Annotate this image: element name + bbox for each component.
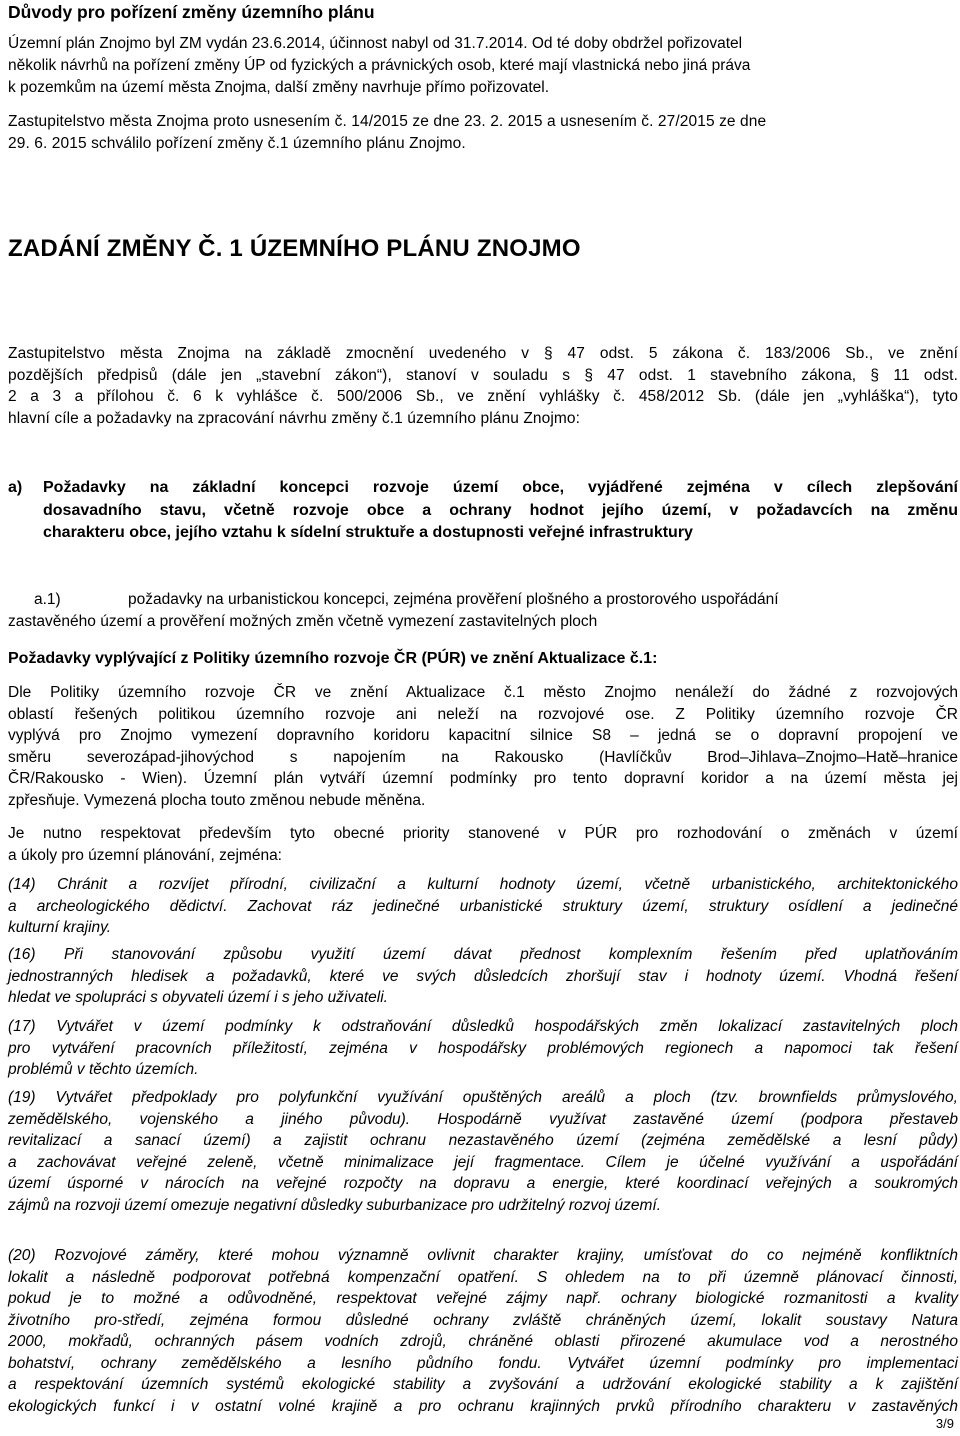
- priority-20: [8, 1245, 958, 1417]
- pur-line: vyplývá pro Znojmo vymezení dopravního koridoru kapacitní silnice S8 – jedná se o dopravní propojení ve: [8, 727, 958, 744]
- legal-line: 2 a 3 a přílohou č. 6 k vyhlášce č. 500/2006 Sb., ve znění vyhlášky č. 458/2012 Sb. (dále jen „vyhláška“), tyto: [8, 388, 958, 405]
- priority-line: (16) Při stanovování způsobu využití území dávat přednost komplexním řešením před uplatňováním: [8, 946, 958, 963]
- priority-line: (14) Chránit a rozvíjet přírodní, civilizační a kulturní hodnoty území, včetně urbanistického, architektonického: [8, 876, 958, 893]
- point-a1-line: požadavky na urbanistickou koncepci, zejména prověření plošného a prostorového uspořádání: [128, 591, 779, 608]
- priority-line: zájmů na rozvoji území omezuje negativní důsledky suburbanizace pro udržitelný rozvoj území.: [8, 1196, 662, 1214]
- priority-line: (17) Vytvářet v území podmínky k odstraňování důsledků hospodářských změn lokalizací zastavitelných ploch: [8, 1018, 958, 1035]
- point-a1-number: a.1): [34, 591, 61, 608]
- document-title: ZADÁNÍ ZMĚNY Č. 1 ÚZEMNÍHO PLÁNU ZNOJMO: [8, 235, 581, 262]
- priority-line: a respektování územních systémů ekologické stability a zvyšování a udržování ekologické stability a k zajištění: [8, 1376, 958, 1393]
- point-a-text: [43, 477, 958, 545]
- intro-line: Územní plán Znojmo byl ZM vydán 23.6.2014, účinnost nabyl od 31.7.2014. Od té doby obdržel pořizovatel: [8, 35, 743, 52]
- priority-14: [8, 874, 958, 939]
- pur-line: oblastí řešených politikou územního rozvoje ani neleží na rozvojové ose. Z Politiky územního rozvoje ČR: [8, 705, 958, 723]
- pur-paragraph: [8, 682, 958, 811]
- priority-19: [8, 1087, 958, 1216]
- intro-line: k pozemkům na území města Znojma, další změny navrhuje přímo pořizovatel.: [8, 79, 550, 96]
- priority-line: ekologických funkcí i v ostatní volné krajině a pro ochranu krajinných prvků přírodního charakteru v zastavěných: [8, 1397, 958, 1415]
- resolution-line: 29. 6. 2015 schválilo pořízení změny č.1 územního plánu Znojmo.: [8, 135, 466, 152]
- point-a1: [8, 589, 958, 633]
- priorities-intro-line: a úkoly pro územní plánování, zejména:: [8, 846, 282, 864]
- pur-line: Dle Politiky územního rozvoje ČR ve znění Aktualizace č.1 město Znojmo nenáleží do žádné z rozvojových: [8, 684, 958, 701]
- priority-line: (19) Vytvářet předpoklady pro polyfunkční využívání opuštěných areálů a ploch (tzv. brownfields průmyslového,: [8, 1089, 958, 1106]
- pur-line: zpřesňuje. Vymezená plocha touto změnou nebude měněna.: [8, 791, 426, 809]
- legal-line: pozdějších předpisů (dále jen „stavební zákon“), stanoví v souladu s § 47 odst. 1 stavebního zákona, § 11 odst.: [8, 366, 958, 384]
- priority-line: pro vytváření pracovních příležitostí, zejména v hospodářsky problémových regionech a napomoci tak řešení: [8, 1039, 958, 1057]
- priority-line: hledat ve spolupráci s obyvateli území i s jeho uživateli.: [8, 989, 388, 1006]
- point-a-line: dosavadního stavu, včetně rozvoje obce a ochrany hodnot jejího území, v požadavcích na změnu: [43, 501, 958, 519]
- priorities-intro: [8, 823, 958, 866]
- point-a-marker: a): [8, 479, 23, 496]
- point-a-line: Požadavky na základní koncepci rozvoje území obce, vyjádřené zejména v cílech zlepšování: [43, 479, 958, 496]
- point-a1-first-line: [8, 589, 958, 611]
- priority-line: a zachovávat veřejné zeleně, včetně minimalizace její fragmentace. Cílem je účelné využívání a uspořádání: [8, 1153, 958, 1171]
- priority-17: [8, 1016, 958, 1081]
- pur-line: směru severozápad-jihovýchod s napojením na Rakousko (Havlíčkův Brod–Jihlava–Znojmo–Hatě–hranice: [8, 748, 958, 766]
- priority-line: zemědělského, vojenského a jiného původu). Hospodárně využívat zastavěné území (podpora přestaveb: [8, 1110, 958, 1128]
- pur-heading: Požadavky vyplývající z Politiky územního rozvoje ČR (PÚR) ve znění Aktualizace č.1:: [8, 650, 658, 667]
- priority-16: [8, 944, 958, 1009]
- priority-line: životního pro-středí, zejména formou důsledné ochrany zvláště chráněných území, lokalit soustavy Natura: [8, 1311, 958, 1329]
- priorities-intro-line: Je nutno respektovat především tyto obecné priority stanovené v PÚR pro rozhodování o změnách v území: [8, 825, 958, 842]
- section-heading: Důvody pro pořízení změny územního plánu: [8, 2, 375, 22]
- legal-line: Zastupitelstvo města Znojma na základě zmocnění uvedeného v § 47 odst. 5 zákona č. 183/2006 Sb., ve znění: [8, 345, 958, 362]
- priority-line: kulturní krajiny.: [8, 919, 112, 936]
- point-a1-line: zastavěného území a prověření možných změn včetně vymezení zastavitelných ploch: [8, 613, 598, 630]
- priority-line: lokalit a následně podporovat potřebná kompenzační opatření. S ohledem na to při územně plánovací činnosti,: [8, 1268, 958, 1286]
- priority-line: problémů v těchto územích.: [8, 1061, 199, 1078]
- priority-line: a archeologického dědictví. Zachovat ráz jedinečné urbanistické struktury území, struktury osídlení a jedinečné: [8, 897, 958, 915]
- resolution-paragraph: [8, 111, 958, 155]
- legal-line: hlavní cíle a požadavky na zpracování návrhu změny č.1 územního plánu Znojmo:: [8, 409, 581, 427]
- priority-line: jednostranných hledisek a požadavků, které ve svých důsledcích zhoršují stav i hodnoty území. Vhodná řešení: [8, 967, 958, 985]
- intro-line: několik návrhů na pořízení změny ÚP od fyzických a právnických osob, které mají vlastnická nebo jiná práva: [8, 57, 751, 74]
- priority-line: revitalizací a sanací území) a zajistit ochranu nezastavěného území (zejména zemědělské a lesní půdy): [8, 1132, 958, 1149]
- page-number: 3/9: [935, 1416, 954, 1431]
- legal-basis-paragraph: [8, 343, 958, 429]
- intro-paragraph: [8, 33, 958, 99]
- priority-line: pokud je to možné a odůvodněné, respektovat veřejné zájmy např. ochrany biologické rozmanitosti a kvality: [8, 1290, 958, 1307]
- point-a-line: charakteru obce, jejího vztahu k sídelní struktuře a dostupnosti veřejné infrastruktury: [43, 524, 693, 541]
- priority-line: bohatství, ochrany zemědělského a lesního půdního fondu. Vytvářet územní podmínky pro implementaci: [8, 1354, 958, 1372]
- priority-line: (20) Rozvojové záměry, které mohou významně ovlivnit charakter krajiny, umísťovat do co nejméně konfliktních: [8, 1247, 958, 1264]
- resolution-line: Zastupitelstvo města Znojma proto usnesením č. 14/2015 ze dne 23. 2. 2015 a usnesením č. 27/2015 ze dne: [8, 113, 767, 130]
- priority-line: území úsporné v nárocích na veřejné rozpočty na dopravu a energie, které koordinací veřejných a soukromých: [8, 1175, 958, 1192]
- pur-line: ČR/Rakousko - Wien). Územní plán vytváří územní podmínky pro tento dopravní koridor a na území města jej: [8, 770, 958, 787]
- priority-line: 2000, mokřadů, ochranných pásem vodních zdrojů, chráněné oblasti přirozené akumulace vod a nerostného: [8, 1333, 958, 1350]
